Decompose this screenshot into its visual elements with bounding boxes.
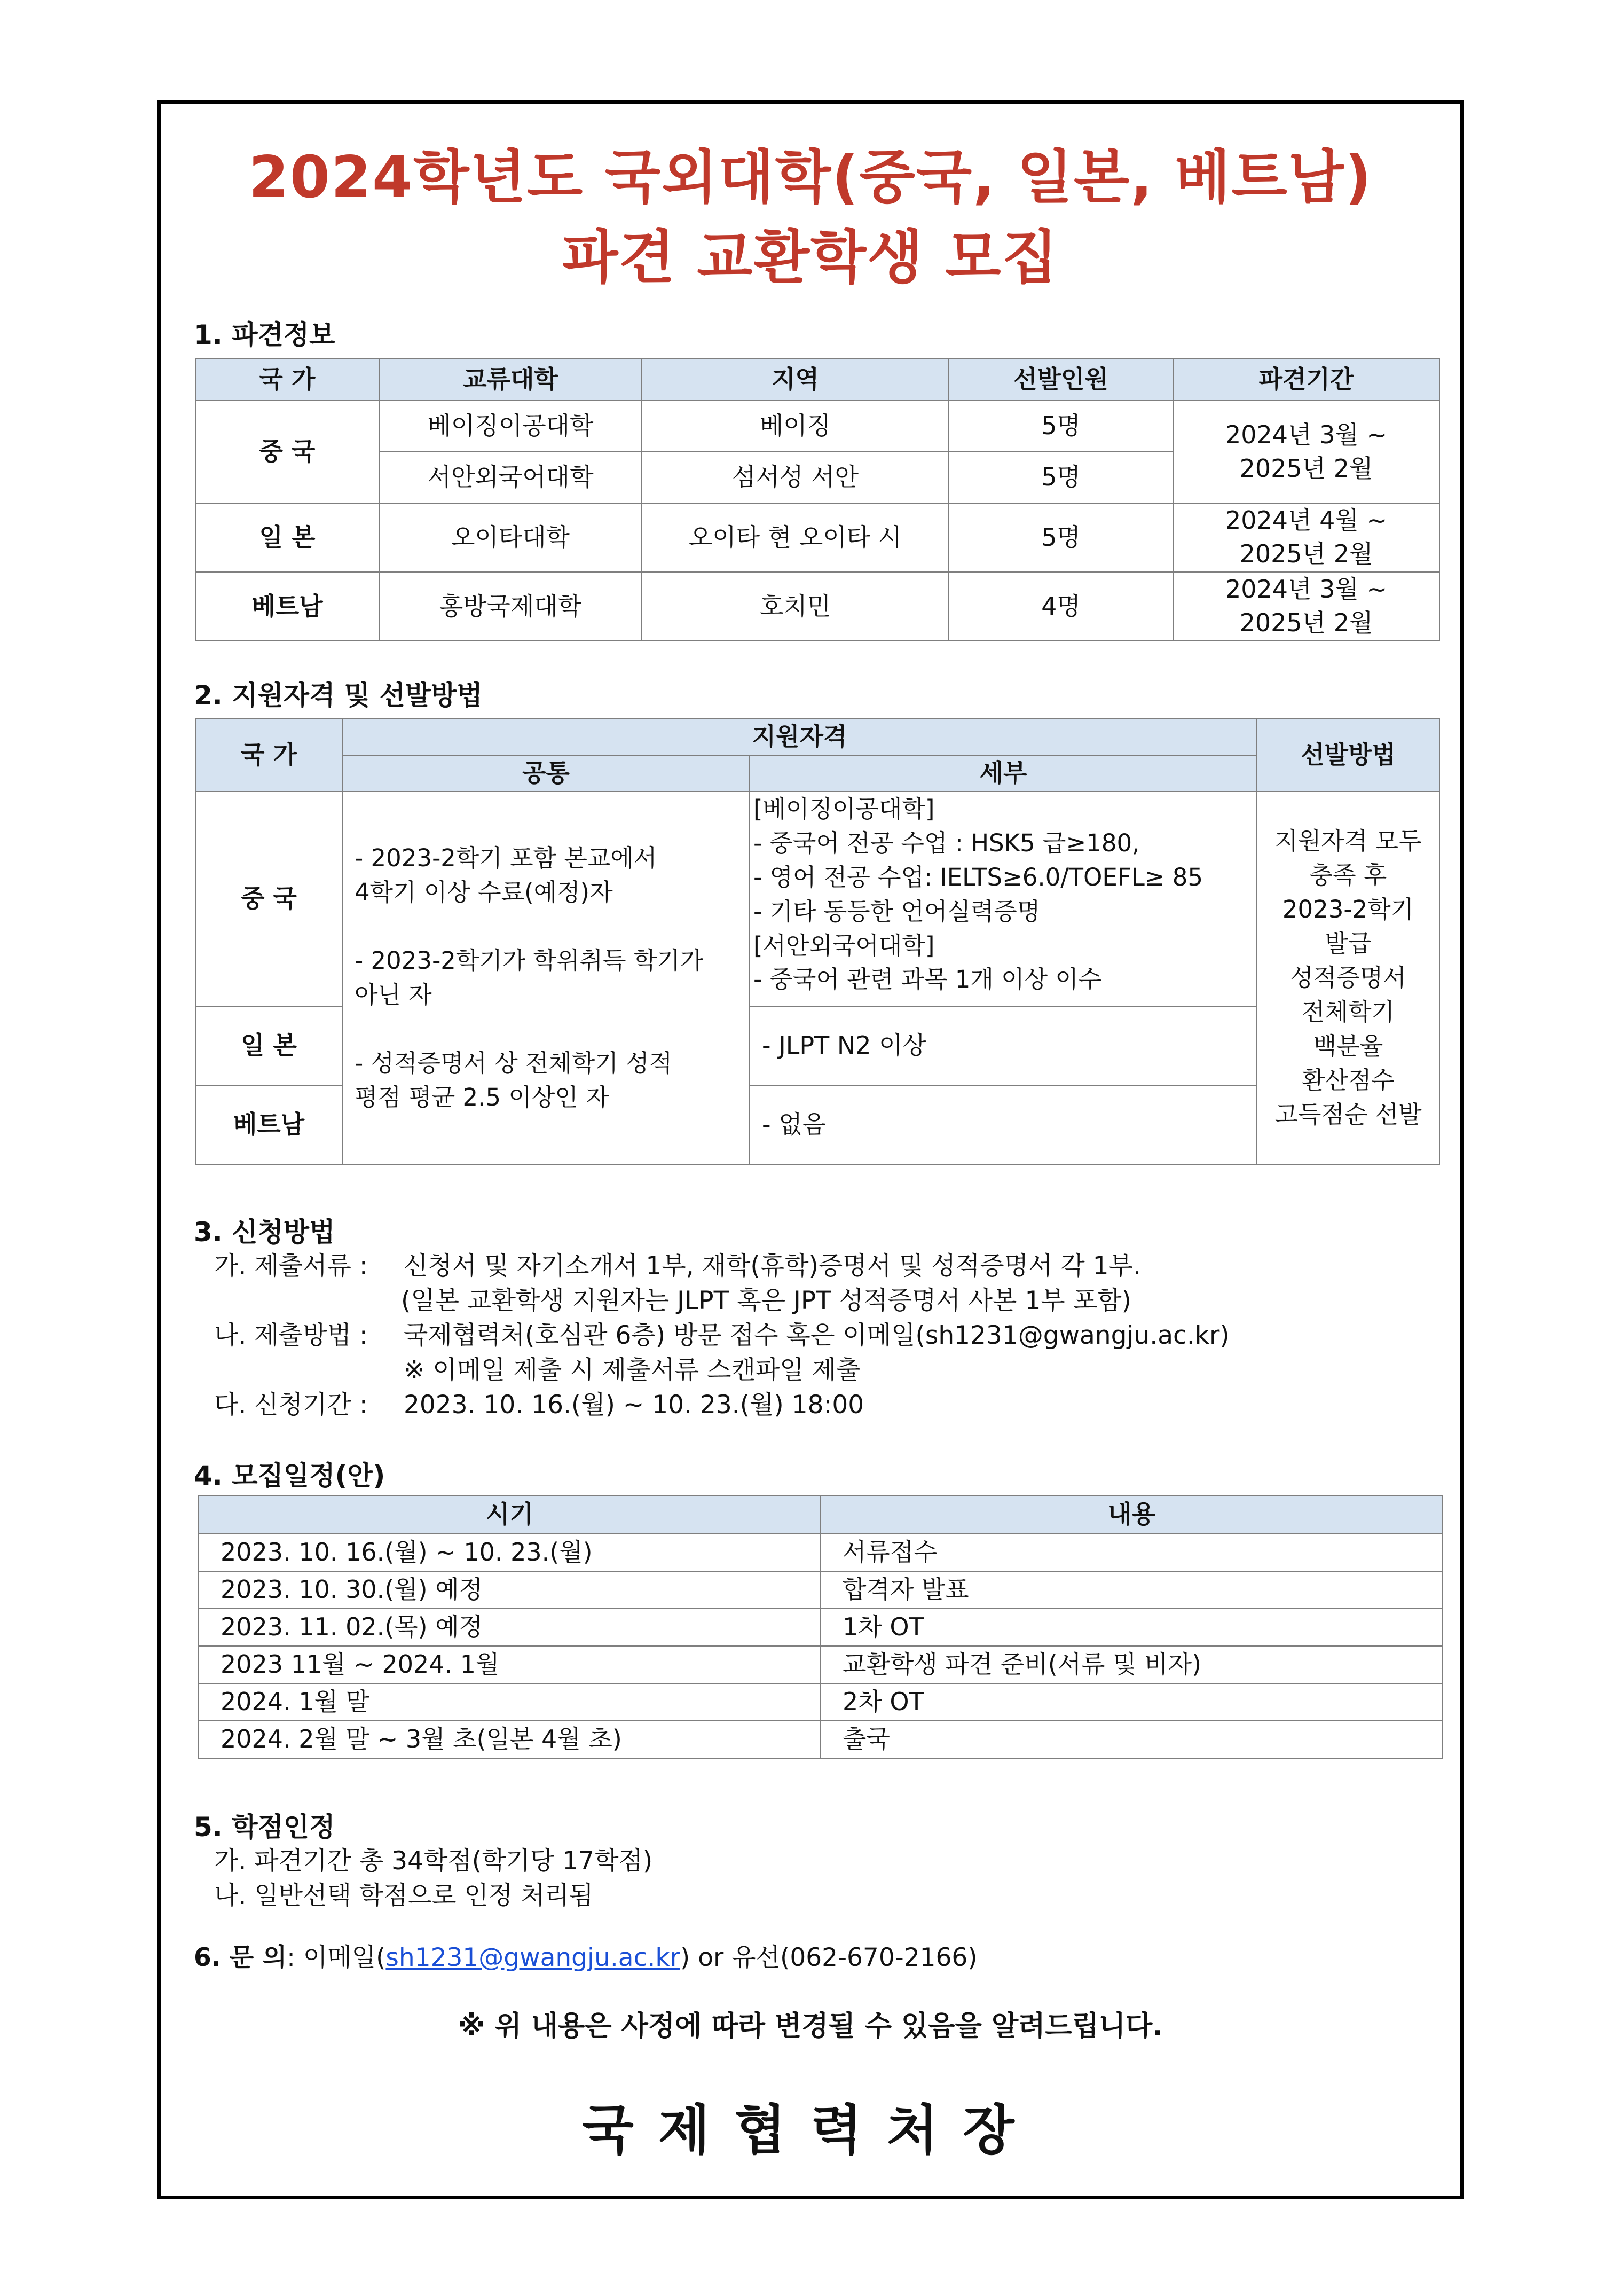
header-common: 공통	[342, 755, 750, 792]
credit-type: 나. 일반선택 학점으로 인정 처리됨	[214, 1881, 594, 1910]
header-what: 내용	[821, 1495, 1443, 1534]
section5-heading: 5. 학점인정	[194, 1812, 335, 1843]
quota-cell: 5명	[949, 401, 1173, 452]
quota-cell: 5명	[949, 503, 1173, 572]
apply-period-label: 다. 신청기간 :	[214, 1390, 368, 1420]
inquiry-email-link[interactable]: sh1231@gwangju.ac.kr	[385, 1943, 680, 1972]
section4-heading: 4. 모집일정(안)	[194, 1460, 385, 1491]
header-country: 국 가	[195, 719, 342, 792]
header-qualification: 지원자격	[342, 719, 1257, 755]
section3-heading: 3. 신청방법	[194, 1217, 335, 1248]
title-line1: 2024학년도 국외대학(중국, 일본, 베트남)	[248, 144, 1373, 211]
country-vietnam: 베트남	[195, 1085, 342, 1164]
quota-cell: 5명	[949, 452, 1173, 503]
detail-china: [베이징이공대학] - 중국어 전공 수업 : HSK5 급≥180, - 영어 전공 수업: IELTS≥6.0/TOEFL≥ 85 - 기타 동등한 언어실력증명 [서안외국어대학] - 중국어 관련 과목 1개 이상 이수	[750, 792, 1257, 1006]
table-row	[195, 572, 1439, 641]
header-detail: 세부	[750, 755, 1257, 792]
dispatch-info-table	[195, 358, 1440, 641]
document-frame	[157, 100, 1464, 2199]
country-japan: 일 본	[195, 1006, 342, 1085]
schedule-when: 2024. 1월 말	[199, 1683, 821, 1721]
header-period: 파견기간	[1173, 358, 1439, 401]
country-japan: 일 본	[195, 503, 379, 572]
schedule-when: 2023 11월 ~ 2024. 1월	[199, 1646, 821, 1683]
univ-cell: 오이타대학	[379, 503, 642, 572]
univ-cell: 베이징이공대학	[379, 401, 642, 452]
schedule-when: 2023. 10. 30.(월) 예정	[199, 1571, 821, 1609]
region-cell: 섬서성 서안	[642, 452, 949, 503]
inquiry-label: 6. 문 의	[194, 1943, 287, 1972]
detail-japan: - JLPT N2 이상	[750, 1006, 1257, 1085]
table-row	[195, 503, 1439, 572]
table-row	[199, 1609, 1443, 1646]
header-when: 시기	[199, 1495, 821, 1534]
section2-heading: 2. 지원자격 및 선발방법	[194, 680, 483, 711]
header-quota: 선발인원	[949, 358, 1173, 401]
section1-heading: 1. 파견정보	[194, 319, 335, 350]
schedule-when: 2023. 11. 02.(목) 예정	[199, 1609, 821, 1646]
selection-method: 지원자격 모두 충족 후 2023-2학기 발급 성적증명서 전체학기 백분율 환산점수 고득점순 선발	[1257, 792, 1439, 1164]
country-china: 중 국	[195, 401, 379, 503]
table-row	[199, 1571, 1443, 1609]
detail-vietnam: - 없음	[750, 1085, 1257, 1164]
header-region: 지역	[642, 358, 949, 401]
region-cell: 베이징	[642, 401, 949, 452]
period-cell: 2024년 4월 ~ 2025년 2월	[1173, 503, 1439, 572]
submit-docs-text: 신청서 및 자기소개서 1부, 재학(휴학)증명서 및 성적증명서 각 1부.	[404, 1251, 1141, 1281]
schedule-what: 2차 OT	[821, 1683, 1443, 1721]
schedule-what: 합격자 발표	[821, 1571, 1443, 1609]
change-notice: ※ 위 내용은 사정에 따라 변경될 수 있음을 알려드립니다.	[458, 2010, 1163, 2042]
schedule-what: 출국	[821, 1721, 1443, 1758]
schedule-what: 교환학생 파견 준비(서류 및 비자)	[821, 1646, 1443, 1683]
eligibility-table	[195, 718, 1440, 1165]
inquiry-suffix: ) or 유선(062-670-2166)	[680, 1943, 978, 1972]
table-row	[199, 1683, 1443, 1721]
table-row	[199, 1534, 1443, 1571]
credit-total: 가. 파견기간 총 34학점(학기당 17학점)	[214, 1846, 653, 1876]
common-qualification: - 2023-2학기 포함 본교에서 4학기 이상 수료(예정)자 - 2023-2학기가 학위취득 학기가 아닌 자 - 성적증명서 상 전체학기 성적 평점 평균 2.5 이상인 자	[342, 792, 750, 1164]
submit-docs-label: 가. 제출서류 :	[214, 1251, 368, 1281]
header-method: 선발방법	[1257, 719, 1439, 792]
schedule-what: 서류접수	[821, 1534, 1443, 1571]
inquiry-prefix: : 이메일(	[287, 1943, 386, 1972]
period-cell: 2024년 3월 ~ 2025년 2월	[1173, 401, 1439, 503]
submit-method-text: 국제협력처(호심관 6층) 방문 접수 혹은 이메일(sh1231@gwangju.ac.kr)	[404, 1321, 1230, 1350]
schedule-when: 2024. 2월 말 ~ 3월 초(일본 4월 초)	[199, 1721, 821, 1758]
submit-method-note: ※ 이메일 제출 시 제출서류 스캔파일 제출	[404, 1355, 861, 1385]
univ-cell: 서안외국어대학	[379, 452, 642, 503]
table-row	[195, 401, 1439, 452]
schedule-table	[198, 1495, 1443, 1759]
region-cell: 오이타 현 오이타 시	[642, 503, 949, 572]
header-country: 국 가	[195, 358, 379, 401]
table-row	[195, 792, 1439, 1006]
schedule-what: 1차 OT	[821, 1609, 1443, 1646]
apply-period-text: 2023. 10. 16.(월) ~ 10. 23.(월) 18:00	[404, 1390, 864, 1420]
quota-cell: 4명	[949, 572, 1173, 641]
country-vietnam: 베트남	[195, 572, 379, 641]
schedule-when: 2023. 10. 16.(월) ~ 10. 23.(월)	[199, 1534, 821, 1571]
submit-docs-text2: (일본 교환학생 지원자는 JLPT 혹은 JPT 성적증명서 사본 1부 포함)	[401, 1286, 1131, 1315]
title-line2: 파견 교환학생 모집	[562, 224, 1059, 291]
submit-method-label: 나. 제출방법 :	[214, 1321, 368, 1350]
country-china: 중 국	[195, 792, 342, 1006]
period-cell: 2024년 3월 ~ 2025년 2월	[1173, 572, 1439, 641]
inquiry-line	[194, 1938, 978, 1973]
header-university: 교류대학	[379, 358, 642, 401]
issuer-footer: 국제협력처장	[582, 2099, 1039, 2161]
region-cell: 호치민	[642, 572, 949, 641]
univ-cell: 홍방국제대학	[379, 572, 642, 641]
table-row	[199, 1646, 1443, 1683]
table-row	[199, 1721, 1443, 1758]
